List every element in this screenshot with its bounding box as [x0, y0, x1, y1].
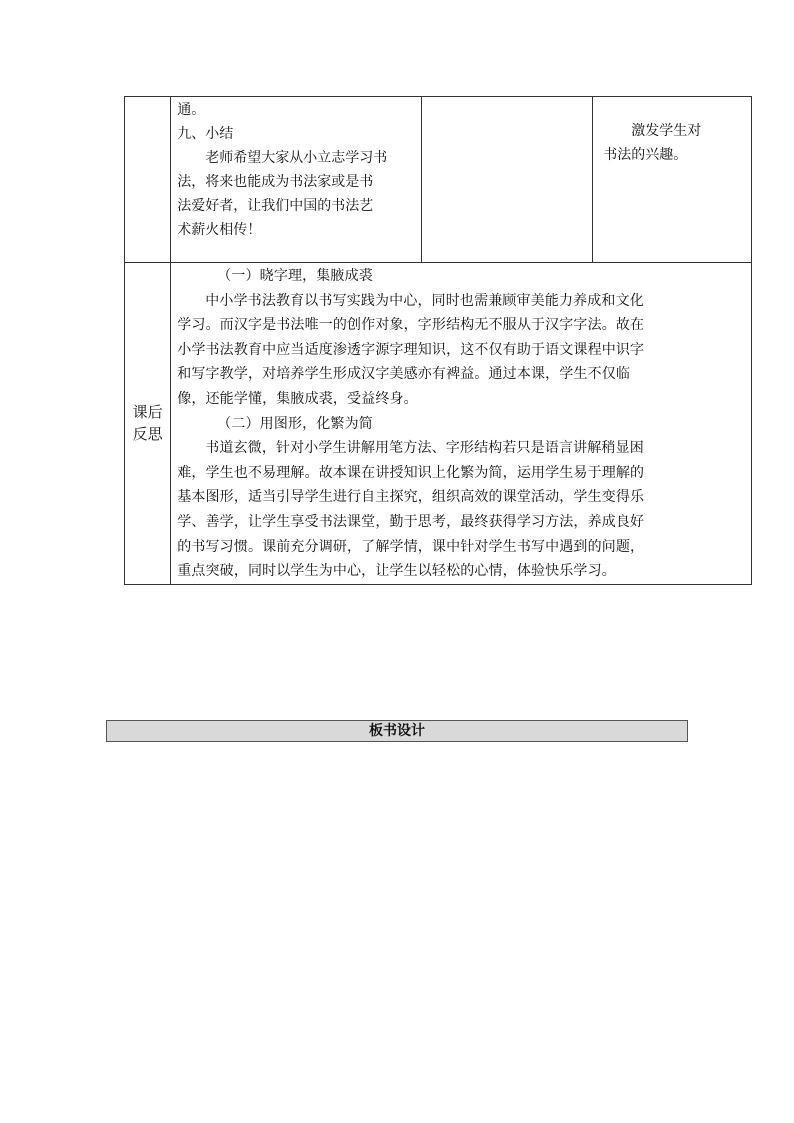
content-line: 通。: [177, 102, 206, 118]
reflection-label: 反思: [132, 425, 163, 444]
reflection-row: [125, 263, 752, 585]
reflection-line: 学习。而汉字是书法唯一的创作对象，字形结构无不服从于汉字字法。故在: [177, 317, 645, 334]
board-design-title: 板书设计: [106, 720, 688, 742]
content-line: 法，将来也能成为书法家或是书: [177, 174, 374, 190]
reflection-heading: （一）晓字理，集腋成裘: [217, 268, 373, 284]
summary-row: [125, 97, 752, 263]
reflection-line: 学、善学，让学生享受书法课堂，勤于思考，最终获得学习方法，养成良好: [177, 513, 645, 530]
intent-line: 激发学生对: [631, 123, 702, 139]
design-intent-cell: [593, 97, 752, 263]
reflection-line: 重点突破，同时以学生为中心，让学生以轻松的心情，体验快乐学习。: [177, 563, 616, 580]
summary-heading: 九、小结: [177, 126, 234, 142]
reflection-label: 课后: [132, 403, 163, 422]
content-line: 老师希望大家从小立志学习书: [205, 150, 388, 166]
reflection-line: 的书写习惯。课前充分调研，了解学情，课中针对学生书写中遇到的问题，: [177, 538, 645, 555]
reflection-line: 难，学生也不易理解。故本课在讲授知识上化繁为简，运用学生易于理解的: [177, 464, 645, 481]
reflection-label-cell: [125, 263, 171, 585]
student-activity-cell: [422, 97, 593, 263]
summary-label-cell: [125, 97, 171, 263]
reflection-line: 中小学书法教育以书写实践为中心，同时也需兼顾审美能力养成和文化: [205, 292, 644, 309]
reflection-line: 基本图形，适当引导学生进行自主探究，组织高效的课堂活动，学生变得乐: [177, 489, 645, 506]
reflection-line: 书道玄微，针对小学生讲解用笔方法、字形结构若只是语言讲解稍显困: [205, 440, 644, 457]
reflection-line: 像，还能学懂，集腋成裘，受益终身。: [177, 390, 418, 407]
reflection-heading: （二）用图形，化繁为简: [217, 415, 373, 432]
reflection-content-cell: [171, 263, 752, 585]
reflection-line: 小学书法教育中应当适度渗透字源字理知识，这不仅有助于语文课程中识字: [177, 341, 645, 358]
content-line: 法爱好者，让我们中国的书法艺: [177, 198, 374, 214]
reflection-line: 和写字教学，对培养学生形成汉字美感亦有裨益。通过本课，学生不仅临: [177, 366, 631, 383]
content-line: 术薪火相传！: [177, 222, 262, 238]
lesson-plan-table: [124, 96, 752, 585]
intent-line: 书法的兴趣。: [603, 147, 688, 163]
summary-content-cell: [171, 97, 422, 263]
